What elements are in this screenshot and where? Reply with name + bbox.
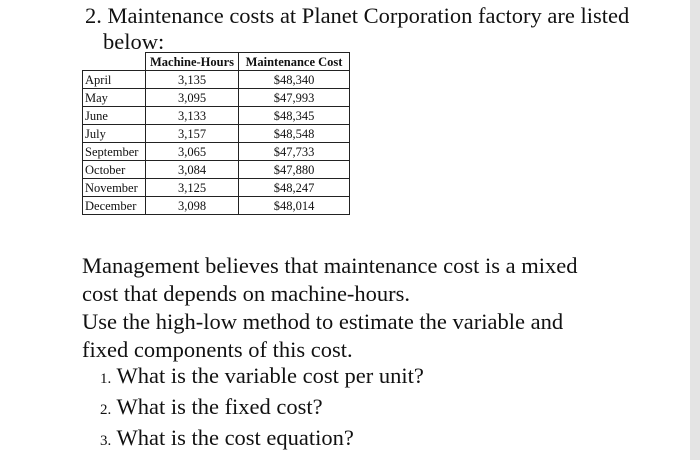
maintenance-cost-table [82, 52, 350, 215]
question-item-2 [100, 393, 424, 424]
header-machine-hours: Machine-Hours [146, 53, 239, 71]
maintenance-cost-cell: $48,345 [239, 107, 350, 125]
month-cell: November [83, 179, 146, 197]
month-cell: May [83, 89, 146, 107]
question-text: What is the variable cost per unit? [116, 363, 424, 388]
table-header-row [83, 53, 350, 71]
maintenance-cost-cell: $47,733 [239, 143, 350, 161]
machine-hours-cell: 3,133 [146, 107, 239, 125]
machine-hours-cell: 3,084 [146, 161, 239, 179]
question-item-1 [100, 362, 424, 393]
description-line-2: cost that depends on machine-hours. [82, 281, 411, 306]
header-month [83, 53, 146, 71]
machine-hours-cell: 3,095 [146, 89, 239, 107]
machine-hours-cell: 3,135 [146, 71, 239, 89]
month-cell: December [83, 197, 146, 215]
machine-hours-cell: 3,065 [146, 143, 239, 161]
problem-description [82, 252, 662, 364]
question-number: 3. [100, 433, 112, 449]
maintenance-cost-cell: $47,993 [239, 89, 350, 107]
table-row [83, 197, 350, 215]
maintenance-cost-cell: $47,880 [239, 161, 350, 179]
month-cell: June [83, 107, 146, 125]
heading-line-1: 2. Maintenance costs at Planet Corporation factory are listed [85, 3, 630, 28]
month-cell: July [83, 125, 146, 143]
table-row [83, 161, 350, 179]
table-row [83, 179, 350, 197]
month-cell: October [83, 161, 146, 179]
machine-hours-cell: 3,157 [146, 125, 239, 143]
page-edge-shadow [690, 0, 700, 460]
table-row [83, 89, 350, 107]
problem-heading [85, 3, 645, 55]
question-text: What is the cost equation? [116, 425, 354, 450]
question-item-3 [100, 424, 424, 455]
maintenance-cost-cell: $48,014 [239, 197, 350, 215]
description-line-4: fixed components of this cost. [82, 337, 353, 362]
table-row [83, 71, 350, 89]
table-row [83, 143, 350, 161]
maintenance-cost-cell: $48,548 [239, 125, 350, 143]
question-number: 2. [100, 402, 112, 418]
maintenance-cost-cell: $48,340 [239, 71, 350, 89]
question-text: What is the fixed cost? [116, 394, 323, 419]
heading-line-2: below: [103, 29, 165, 54]
question-list [100, 362, 424, 455]
maintenance-cost-cell: $48,247 [239, 179, 350, 197]
question-number: 1. [100, 371, 112, 387]
description-line-1: Management believes that maintenance cost is a mixed [82, 253, 578, 278]
month-cell: September [83, 143, 146, 161]
machine-hours-cell: 3,125 [146, 179, 239, 197]
table-row [83, 107, 350, 125]
machine-hours-cell: 3,098 [146, 197, 239, 215]
description-line-3: Use the high-low method to estimate the variable and [82, 309, 564, 334]
table-row [83, 125, 350, 143]
header-maintenance-cost: Maintenance Cost [239, 53, 350, 71]
month-cell: April [83, 71, 146, 89]
